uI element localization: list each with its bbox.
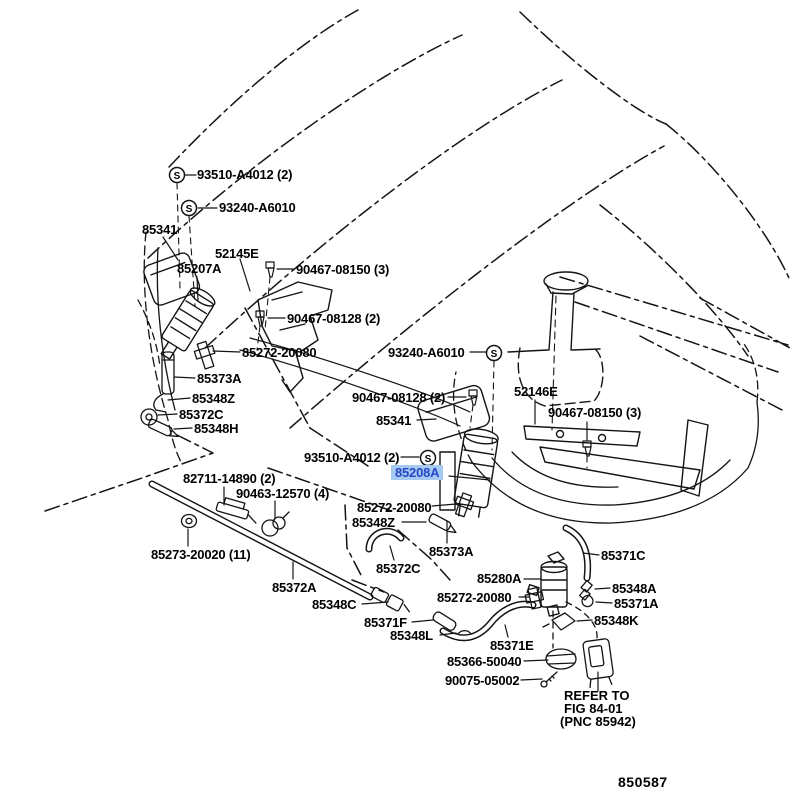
part-label[interactable]: 85207A <box>177 261 222 276</box>
refer-note-line2: FIG 84-01 <box>564 701 623 716</box>
part-label[interactable]: 85372C <box>179 407 224 422</box>
part-label[interactable]: 85348K <box>594 613 639 628</box>
svg-text:S: S <box>424 454 432 465</box>
refer-note-line1: REFER TO <box>564 688 630 703</box>
part-label[interactable]: 85272-20080 <box>242 345 317 360</box>
part-label[interactable]: 90467-08128 (2) <box>287 311 381 326</box>
part-label[interactable]: 90467-08150 (3) <box>296 262 390 277</box>
part-label[interactable]: 85341 <box>142 222 178 237</box>
part-label[interactable]: 52145E <box>215 246 259 261</box>
part-label[interactable]: 90467-08128 (2) <box>352 390 446 405</box>
part-label[interactable]: 90467-08150 (3) <box>548 405 642 420</box>
part-label[interactable]: 85280A <box>477 571 522 586</box>
part-label[interactable]: 85371A <box>614 596 659 611</box>
part-label[interactable]: 85348A <box>612 581 657 596</box>
part-label[interactable]: 82711-14890 (2) <box>183 471 276 486</box>
part-label[interactable]: 93510-A4012 (2) <box>197 167 293 182</box>
part-label[interactable]: 85372C <box>376 561 421 576</box>
part-label[interactable]: 85273-20020 (11) <box>151 547 251 562</box>
part-label[interactable]: 52146E <box>514 384 558 399</box>
part-label[interactable]: 93240-A6010 <box>219 200 296 215</box>
svg-text:S: S <box>185 204 193 215</box>
part-label[interactable]: 85348H <box>194 421 239 436</box>
part-label[interactable]: 85272-20080 <box>357 500 432 515</box>
part-label[interactable]: 85372A <box>272 580 317 595</box>
refer-note-line3: (PNC 85942) <box>560 714 636 729</box>
figure-number: 850587 <box>618 774 668 790</box>
part-label[interactable]: 85373A <box>429 544 474 559</box>
part-label[interactable]: 85371E <box>490 638 534 653</box>
svg-text:S: S <box>490 349 498 360</box>
part-label[interactable]: 85373A <box>197 371 242 386</box>
part-label[interactable]: 85371F <box>364 615 407 630</box>
part-label[interactable]: 93240-A6010 <box>388 345 465 360</box>
part-label[interactable]: 85371C <box>601 548 646 563</box>
part-label[interactable]: 85348Z <box>352 515 395 530</box>
part-label[interactable]: 85341 <box>376 413 412 428</box>
part-label[interactable]: 93510-A4012 (2) <box>304 450 400 465</box>
part-label-highlighted[interactable]: 85208A <box>391 465 443 480</box>
part-label[interactable]: 85348C <box>312 597 357 612</box>
part-label[interactable]: 85272-20080 <box>437 590 512 605</box>
part-label[interactable]: 85348L <box>390 628 433 643</box>
part-label[interactable]: 90075-05002 <box>445 673 520 688</box>
part-label[interactable]: 85366-50040 <box>447 654 522 669</box>
part-label[interactable]: 90463-12570 (4) <box>236 486 330 501</box>
part-label[interactable]: 85348Z <box>192 391 235 406</box>
svg-text:S: S <box>173 171 181 182</box>
